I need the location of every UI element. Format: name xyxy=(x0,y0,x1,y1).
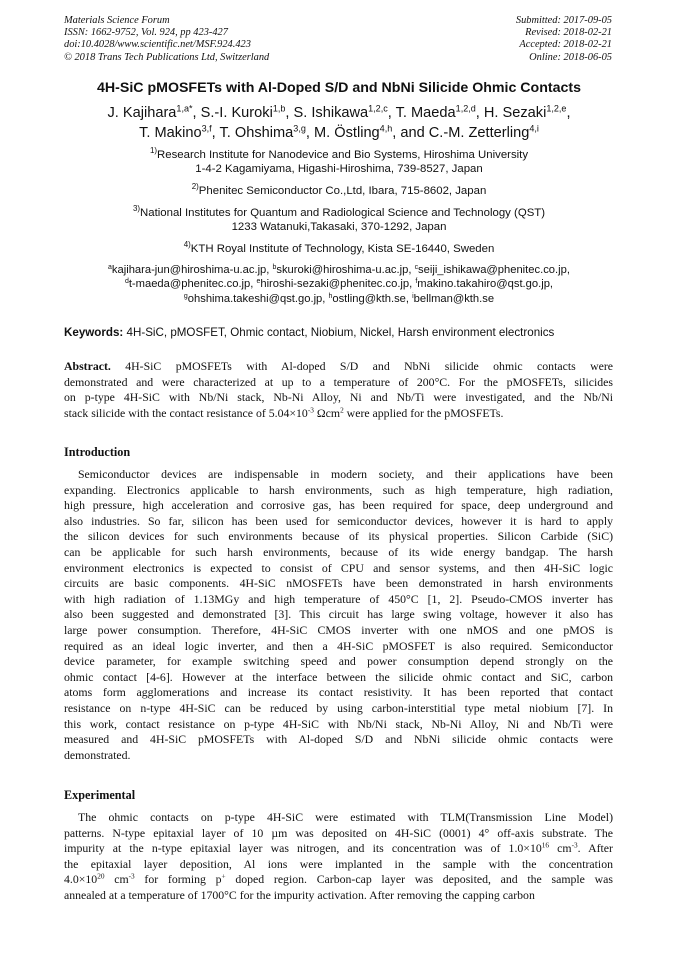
paragraph-line: resistance on n-type 4H-SiC can be reduced by using carbon-interstitial type metal niobium [7]. In xyxy=(64,700,613,715)
paragraph-line: environment electronics is expected to consist of CPU and sensor systems, and then 4H-SiC logic xyxy=(64,560,613,575)
email-address[interactable]: seiji_ishikawa@phenitec.co.jp xyxy=(418,264,567,276)
email-address[interactable]: ostling@kth.se xyxy=(332,292,406,305)
email-address[interactable]: kajihara-jun@hiroshima-u.ac.jp xyxy=(111,264,267,276)
paragraph-line: also been suggested and demonstrated [3]. This circuit has large swing voltage, however it also has xyxy=(64,607,613,622)
email-mark: g xyxy=(183,292,188,300)
section-heading-experimental: Experimental xyxy=(64,788,136,802)
submission-dates xyxy=(516,15,612,64)
abstract xyxy=(64,359,613,421)
paragraph-line: required as an ideal logic inverter, and then a 4H-SiC pMOSFET is also required. Semiconductor xyxy=(64,638,613,653)
paragraph-line: patterns. N-type epitaxial layer of 10 µm was deposited on 4H-SiC (0001) 4° off-axis substrate. The xyxy=(64,825,613,840)
section-heading-introduction: Introduction xyxy=(64,445,131,459)
paragraph-line: The ohmic contacts on p-type 4H-SiC were estimated with TLM(Transmission Line Model) xyxy=(78,810,613,824)
email-mark: a xyxy=(108,263,112,271)
author-affiliation-mark: 3,g xyxy=(293,123,306,134)
affiliation-2: $^{2)}$Phenitec Semiconductor Co.,Ltd, Ibara, 715-8602, Japan xyxy=(191,182,487,197)
email-line: $^a$kajihara-jun@hiroshima-u.ac.jp, $^b$skuroki@hiroshima-u.ac.jp, $^c$seiji_ishikawa@phenitec.co.jp, xyxy=(108,263,570,276)
author-name: J. Kajihara xyxy=(107,105,177,121)
affiliation-3: $^{3)}$National Institutes for Quantum and Radiological Science and Technology (QST) 1233 Watanuki,Takasaki, 370-1292, Japan xyxy=(132,204,546,234)
affiliation-1: $^{1)}$Research Institute for Nanodevice and Bio Systems, Hiroshima University 1-4-2 Kagamiyama, Higashi-Hiroshima, 739-8527, Japan xyxy=(149,146,529,176)
paragraph-line: stack silicide with the contact resistance of $5.04\times 10^{-3}$ Ωcm$^2$ were applied for the pMOSFETs. xyxy=(64,405,504,420)
author-affiliation-mark: 3,f xyxy=(201,123,212,134)
paragraph-line: measured and 4H-SiC pMOSFETs with Al-doped S/D and NbNi silicide ohmic contacts were xyxy=(64,732,613,747)
paragraph-line: device parameter, for example switching speed and power consumption depend strongly on the xyxy=(64,654,613,669)
author-affiliation-mark: 1,a* xyxy=(176,103,193,114)
paragraph-line: annealed at a temperature of 1700°C for the impurity activation. After removing the capping carbon xyxy=(64,887,535,902)
experimental-body xyxy=(64,810,613,904)
keywords-text: 4H-SiC, pMOSFET, Ohmic contact, Niobium, Nickel, Harsh environment electronics xyxy=(126,326,555,339)
author-list xyxy=(0,103,678,143)
author-affiliation-mark: 4,h xyxy=(379,123,393,134)
author-name: T. Makino xyxy=(139,125,202,141)
paragraph-line: atoms form agglomerations and increase its contact resistivity. It has been reported that contact xyxy=(64,685,613,700)
author-affiliation-mark: 4,i xyxy=(529,123,539,134)
author-name: and C.-M. Zetterling xyxy=(400,125,530,141)
abstract-label: Abstract. xyxy=(64,359,126,373)
paragraph-line: high pressure, high acceleration and corrosive gas, has been required for space, deep underground and xyxy=(64,498,613,513)
journal-copyright: © 2018 Trans Tech Publications Ltd, Switzerland xyxy=(64,51,270,63)
paragraph-line: demonstrated. xyxy=(64,747,131,762)
author-name: S.-I. Kuroki xyxy=(200,105,273,121)
paragraph-line: circuits are basic components. 4H-SiC nMOSFETs have been demonstrated in harsh environments xyxy=(64,576,613,591)
email-address[interactable]: hiroshi-sezaki@phenitec.co.jp xyxy=(260,278,410,291)
journal-name: Materials Science Forum xyxy=(64,15,170,26)
date-submitted: Submitted: 2017-09-05 xyxy=(515,15,612,26)
author-name: S. Ishikawa xyxy=(293,105,369,121)
paragraph-line: Abstract. 4H-SiC pMOSFETs with Al-doped S/D and NbNi silicide ohmic contacts were xyxy=(64,359,613,373)
paragraph-line: Semiconductor devices are indispensable in modern society, and their applications have been xyxy=(78,467,613,481)
email-mark: c xyxy=(414,263,419,271)
email-mark: i xyxy=(412,292,414,300)
keywords-label: Keywords: xyxy=(64,326,124,339)
date-online: Online: 2018-06-05 xyxy=(529,51,612,63)
author-line: J. Kajihara$^{1,a*}$, S.-I. Kuroki$^{1,b}$, S. Ishikawa$^{1,2,c}$, T. Maeda$^{1,2,d}$, H. Sezaki$^{1,2,e}$, xyxy=(107,103,571,121)
paragraph-line: the epitaxial layer deposition, Al ions were implanted in the sample with the concentration xyxy=(64,856,613,871)
author-affiliation-mark: 1,2,c xyxy=(368,103,388,114)
paragraph-line: with high radiation of 1.13MGy and high temperature of 450°C [1, 2]. Pseudo-CMOS inverter has xyxy=(64,591,613,606)
email-address[interactable]: makino.takahiro@qst.go.jp xyxy=(417,278,550,291)
introduction-body xyxy=(64,467,613,763)
paragraph-line: also industries. So far, silicon has been used for semiconductor devices, however it is hard to apply xyxy=(64,513,613,528)
paragraph-line: can be applicable for such harsh environments, because of its wide energy bandgap. The harsh xyxy=(64,544,613,559)
email-list xyxy=(0,263,678,306)
author-affiliation-mark: 1,2,d xyxy=(455,103,476,114)
author-name: T. Ohshima xyxy=(219,125,294,141)
author-name: T. Maeda xyxy=(395,105,456,121)
date-revised: Revised: 2018-02-21 xyxy=(525,27,612,39)
keywords xyxy=(64,326,616,339)
author-affiliation-mark: 1,2,e xyxy=(546,103,567,114)
email-mark: h xyxy=(328,292,333,300)
journal-info xyxy=(64,15,269,64)
email-mark: f xyxy=(415,278,418,286)
paragraph-line: $4.0\times 10^{20}$ $cm^{-3}$ for forming p+ doped region. Carbon-cap layer was deposited, and the sample was xyxy=(64,872,613,887)
journal-issn: ISSN: 1662-9752, Vol. 924, pp 423-427 xyxy=(64,27,228,39)
paragraph-line: demonstrated and were characterized at up to a temperature of 200°C. For the pMOSFETs, silicides xyxy=(64,374,613,389)
date-accepted: Accepted: 2018-02-21 xyxy=(519,39,612,51)
email-line: $^d$t-maeda@phenitec.co.jp, $^e$hiroshi-sezaki@phenitec.co.jp, $^f$makino.takahiro@qst.go.jp, xyxy=(124,278,554,291)
email-address[interactable]: t-maeda@phenitec.co.jp xyxy=(128,278,251,291)
email-address[interactable]: skuroki@hiroshima-u.ac.jp xyxy=(276,264,409,276)
email-mark: b xyxy=(272,263,277,271)
author-name: M. Östling xyxy=(313,125,380,141)
email-address[interactable]: ohshima.takeshi@qst.go.jp xyxy=(187,292,323,305)
affiliation-4: $^{4)}$KTH Royal Institute of Technology, Kista SE-16440, Sweden xyxy=(183,240,495,255)
author-name: H. Sezaki xyxy=(483,105,547,121)
email-address[interactable]: bellman@kth.se xyxy=(413,292,495,305)
author-line: T. Makino$^{3,f}$, T. Ohshima$^{3,g}$, M. Östling$^{4,h}$, and C.-M. Zetterling$^{4,i}$ xyxy=(139,123,539,141)
journal-doi: doi:10.4028/www.scientific.net/MSF.924.423 xyxy=(64,39,251,51)
paragraph-line: this work, contact resistance on p-type 4H-SiC with Nb/Ni stack, Nb-Ni Alloy, Ni and Nb/Ti were xyxy=(64,716,613,731)
paragraph-line: the silicon devices for such environments because of its physical properties. Silicon Carbide (SiC) xyxy=(64,529,613,544)
paragraph-line: on p-type 4H-SiC with Nb/Ni stack, Nb-Ni Alloy, Ni and Nb/Ti were investigated, and the Nb/Ni xyxy=(64,390,613,405)
paragraph-line: impurity at the n-type epitaxial layer was nitrogen, and its concentration was of $1.0\times 10^{16}$ $cm^{-3}$. After xyxy=(64,840,613,856)
paragraph-line: ohmic contact [4-6]. However at the interface between the silicide ohmic contact and SiC, carbon xyxy=(64,669,613,684)
email-mark: d xyxy=(124,278,129,286)
paragraph-line: expanding. Electronics applicable to harsh environments, such as high temperature, high radiation, xyxy=(64,482,613,497)
paragraph-line: large power consumption. Therefore, 4H-SiC CMOS inverter with one nMOS and one pMOS is xyxy=(64,622,613,637)
paper-title: 4H-SiC pMOSFETs with Al-Doped S/D and NbNi Silicide Ohmic Contacts xyxy=(97,80,581,96)
author-affiliation-mark: 1,b xyxy=(272,103,286,114)
email-line: $^g$ohshima.takeshi@qst.go.jp, $^h$ostling@kth.se, $^i$bellman@kth.se xyxy=(183,292,495,305)
email-mark: e xyxy=(256,278,261,286)
